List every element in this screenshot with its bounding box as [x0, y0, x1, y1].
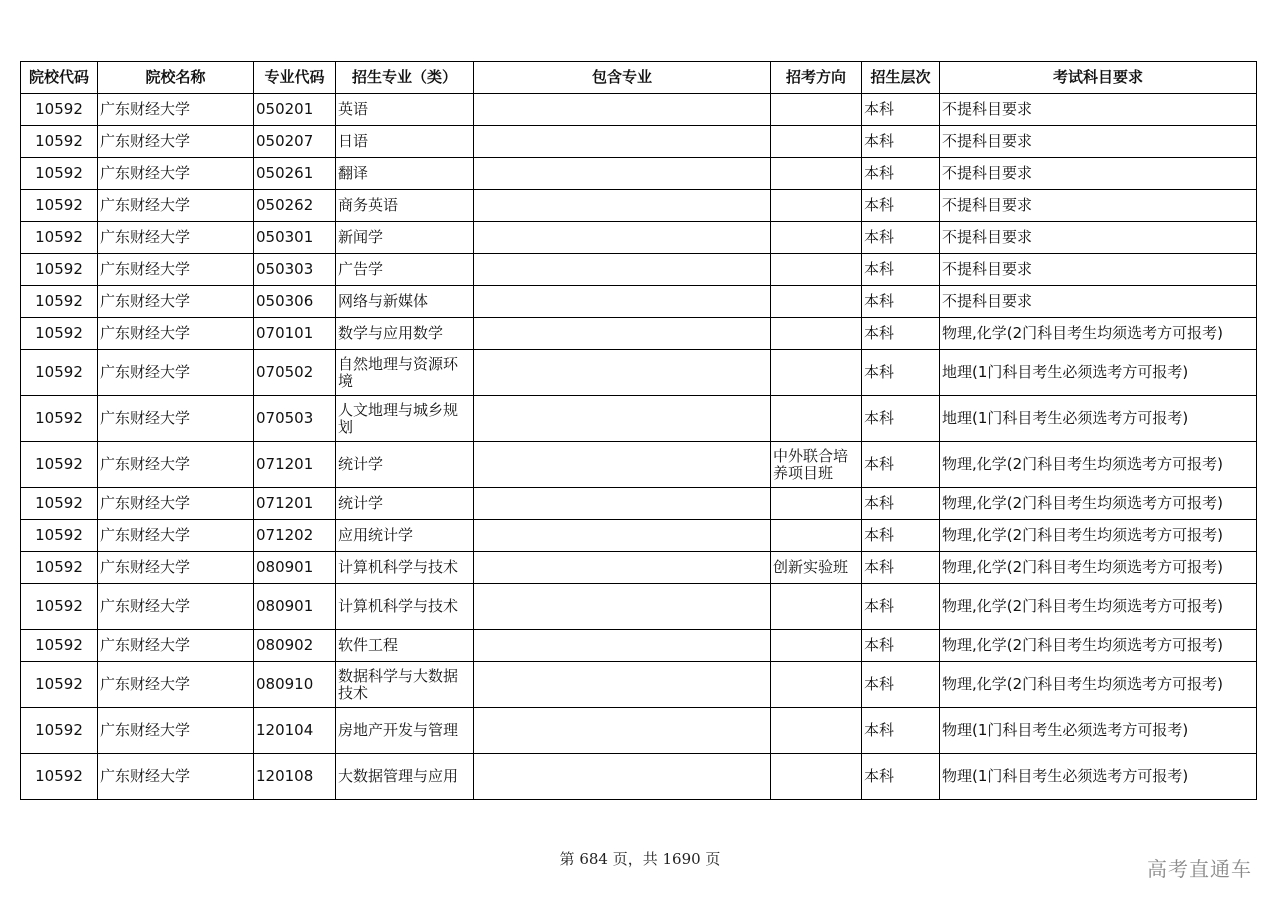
table-row [21, 396, 1257, 442]
cell-included-majors [474, 552, 771, 584]
cell-major: 人文地理与城乡规划 [336, 396, 474, 442]
header-major: 招生专业（类） [336, 62, 474, 94]
cell-school-code: 10592 [21, 584, 98, 630]
cell-school-code: 10592 [21, 630, 98, 662]
cell-major: 统计学 [336, 442, 474, 488]
table-row [21, 158, 1257, 190]
cell-major: 计算机科学与技术 [336, 552, 474, 584]
cell-direction [771, 254, 862, 286]
cell-school-name: 广东财经大学 [98, 662, 254, 708]
cell-subject-requirement: 物理(1门科目考生必须选考方可报考) [940, 754, 1257, 800]
cell-included-majors [474, 662, 771, 708]
cell-major-code: 050262 [254, 190, 336, 222]
cell-major: 数学与应用数学 [336, 318, 474, 350]
cell-subject-requirement: 不提科目要求 [940, 254, 1257, 286]
cell-direction [771, 488, 862, 520]
cell-school-code: 10592 [21, 254, 98, 286]
cell-school-code: 10592 [21, 442, 98, 488]
cell-school-name: 广东财经大学 [98, 350, 254, 396]
cell-subject-requirement: 不提科目要求 [940, 190, 1257, 222]
table-row [21, 318, 1257, 350]
cell-school-code: 10592 [21, 520, 98, 552]
cell-subject-requirement: 不提科目要求 [940, 286, 1257, 318]
cell-school-name: 广东财经大学 [98, 552, 254, 584]
cell-school-name: 广东财经大学 [98, 318, 254, 350]
cell-major-code: 120108 [254, 754, 336, 800]
table-row [21, 254, 1257, 286]
cell-subject-requirement: 物理,化学(2门科目考生均须选考方可报考) [940, 520, 1257, 552]
table-row [21, 350, 1257, 396]
cell-level: 本科 [862, 754, 940, 800]
cell-major-code: 070101 [254, 318, 336, 350]
cell-school-name: 广东财经大学 [98, 584, 254, 630]
cell-major-code: 050207 [254, 126, 336, 158]
cell-subject-requirement: 物理,化学(2门科目考生均须选考方可报考) [940, 584, 1257, 630]
cell-level: 本科 [862, 222, 940, 254]
cell-direction [771, 126, 862, 158]
cell-school-code: 10592 [21, 662, 98, 708]
cell-level: 本科 [862, 254, 940, 286]
cell-school-code: 10592 [21, 222, 98, 254]
cell-school-code: 10592 [21, 552, 98, 584]
cell-level: 本科 [862, 552, 940, 584]
cell-school-name: 广东财经大学 [98, 190, 254, 222]
table-row [21, 190, 1257, 222]
cell-subject-requirement: 不提科目要求 [940, 94, 1257, 126]
cell-school-code: 10592 [21, 754, 98, 800]
cell-major-code: 050261 [254, 158, 336, 190]
cell-included-majors [474, 630, 771, 662]
cell-major: 大数据管理与应用 [336, 754, 474, 800]
header-subject-requirement: 考试科目要求 [940, 62, 1257, 94]
cell-subject-requirement: 物理,化学(2门科目考生均须选考方可报考) [940, 662, 1257, 708]
table-row [21, 488, 1257, 520]
cell-direction [771, 630, 862, 662]
cell-direction [771, 158, 862, 190]
cell-included-majors [474, 126, 771, 158]
cell-included-majors [474, 488, 771, 520]
cell-school-code: 10592 [21, 350, 98, 396]
cell-school-name: 广东财经大学 [98, 396, 254, 442]
cell-school-name: 广东财经大学 [98, 520, 254, 552]
cell-subject-requirement: 物理,化学(2门科目考生均须选考方可报考) [940, 552, 1257, 584]
cell-direction [771, 94, 862, 126]
cell-major-code: 120104 [254, 708, 336, 754]
cell-direction [771, 584, 862, 630]
cell-school-name: 广东财经大学 [98, 488, 254, 520]
cell-included-majors [474, 442, 771, 488]
cell-school-name: 广东财经大学 [98, 158, 254, 190]
cell-level: 本科 [862, 488, 940, 520]
cell-level: 本科 [862, 190, 940, 222]
cell-major: 翻译 [336, 158, 474, 190]
cell-included-majors [474, 318, 771, 350]
cell-subject-requirement: 地理(1门科目考生必须选考方可报考) [940, 396, 1257, 442]
brand-watermark: 高考直通车 [1147, 857, 1252, 881]
cell-direction [771, 520, 862, 552]
cell-level: 本科 [862, 520, 940, 552]
header-school-name: 院校名称 [98, 62, 254, 94]
table-row [21, 662, 1257, 708]
table-row [21, 584, 1257, 630]
cell-major-code: 071201 [254, 488, 336, 520]
cell-subject-requirement: 物理,化学(2门科目考生均须选考方可报考) [940, 630, 1257, 662]
cell-direction [771, 190, 862, 222]
cell-level: 本科 [862, 442, 940, 488]
cell-included-majors [474, 396, 771, 442]
cell-included-majors [474, 754, 771, 800]
cell-level: 本科 [862, 630, 940, 662]
cell-school-name: 广东财经大学 [98, 254, 254, 286]
header-major-code: 专业代码 [254, 62, 336, 94]
cell-major-code: 080910 [254, 662, 336, 708]
table-row [21, 286, 1257, 318]
cell-subject-requirement: 物理,化学(2门科目考生均须选考方可报考) [940, 442, 1257, 488]
cell-subject-requirement: 地理(1门科目考生必须选考方可报考) [940, 350, 1257, 396]
cell-major-code: 050301 [254, 222, 336, 254]
cell-direction: 中外联合培养项目班 [771, 442, 862, 488]
cell-level: 本科 [862, 708, 940, 754]
cell-included-majors [474, 158, 771, 190]
cell-major-code: 071202 [254, 520, 336, 552]
cell-school-name: 广东财经大学 [98, 94, 254, 126]
cell-school-code: 10592 [21, 488, 98, 520]
cell-major-code: 080901 [254, 552, 336, 584]
table-row [21, 754, 1257, 800]
table-row [21, 708, 1257, 754]
cell-direction [771, 222, 862, 254]
cell-level: 本科 [862, 662, 940, 708]
table-row [21, 552, 1257, 584]
header-level: 招生层次 [862, 62, 940, 94]
cell-major: 网络与新媒体 [336, 286, 474, 318]
cell-level: 本科 [862, 318, 940, 350]
cell-direction [771, 318, 862, 350]
header-school-code: 院校代码 [21, 62, 98, 94]
table-header-row [21, 62, 1257, 94]
cell-subject-requirement: 物理(1门科目考生必须选考方可报考) [940, 708, 1257, 754]
cell-major-code: 071201 [254, 442, 336, 488]
cell-direction [771, 286, 862, 318]
cell-major: 房地产开发与管理 [336, 708, 474, 754]
cell-direction [771, 350, 862, 396]
cell-direction [771, 662, 862, 708]
cell-school-name: 广东财经大学 [98, 222, 254, 254]
table-row [21, 222, 1257, 254]
cell-school-name: 广东财经大学 [98, 286, 254, 318]
cell-major-code: 050201 [254, 94, 336, 126]
cell-subject-requirement: 不提科目要求 [940, 158, 1257, 190]
cell-subject-requirement: 物理,化学(2门科目考生均须选考方可报考) [940, 488, 1257, 520]
cell-included-majors [474, 190, 771, 222]
cell-level: 本科 [862, 350, 940, 396]
table-row [21, 94, 1257, 126]
table-row [21, 630, 1257, 662]
cell-subject-requirement: 物理,化学(2门科目考生均须选考方可报考) [940, 318, 1257, 350]
cell-major-code: 080901 [254, 584, 336, 630]
page-number: 第 684 页，共 1690 页 [559, 850, 721, 868]
cell-level: 本科 [862, 158, 940, 190]
table-row [21, 442, 1257, 488]
cell-school-code: 10592 [21, 396, 98, 442]
cell-major: 计算机科学与技术 [336, 584, 474, 630]
cell-subject-requirement: 不提科目要求 [940, 222, 1257, 254]
cell-school-name: 广东财经大学 [98, 442, 254, 488]
cell-direction: 创新实验班 [771, 552, 862, 584]
cell-direction [771, 708, 862, 754]
cell-level: 本科 [862, 94, 940, 126]
cell-level: 本科 [862, 584, 940, 630]
enrollment-table [20, 61, 1257, 800]
cell-major-code: 050306 [254, 286, 336, 318]
cell-school-name: 广东财经大学 [98, 126, 254, 158]
header-direction: 招考方向 [771, 62, 862, 94]
cell-major: 商务英语 [336, 190, 474, 222]
cell-major: 广告学 [336, 254, 474, 286]
cell-school-code: 10592 [21, 126, 98, 158]
cell-school-code: 10592 [21, 158, 98, 190]
cell-included-majors [474, 94, 771, 126]
cell-direction [771, 754, 862, 800]
cell-major: 应用统计学 [336, 520, 474, 552]
cell-included-majors [474, 286, 771, 318]
cell-major: 英语 [336, 94, 474, 126]
cell-major: 数据科学与大数据技术 [336, 662, 474, 708]
cell-school-name: 广东财经大学 [98, 708, 254, 754]
cell-major-code: 070502 [254, 350, 336, 396]
cell-included-majors [474, 584, 771, 630]
header-included-majors: 包含专业 [474, 62, 771, 94]
cell-school-code: 10592 [21, 94, 98, 126]
cell-level: 本科 [862, 396, 940, 442]
cell-school-name: 广东财经大学 [98, 754, 254, 800]
cell-included-majors [474, 222, 771, 254]
cell-included-majors [474, 350, 771, 396]
table-row [21, 126, 1257, 158]
cell-included-majors [474, 254, 771, 286]
cell-included-majors [474, 520, 771, 552]
cell-major: 新闻学 [336, 222, 474, 254]
cell-major: 软件工程 [336, 630, 474, 662]
cell-major-code: 050303 [254, 254, 336, 286]
cell-school-code: 10592 [21, 318, 98, 350]
cell-direction [771, 396, 862, 442]
cell-major-code: 080902 [254, 630, 336, 662]
table-row [21, 520, 1257, 552]
cell-major: 日语 [336, 126, 474, 158]
cell-major: 统计学 [336, 488, 474, 520]
cell-school-name: 广东财经大学 [98, 630, 254, 662]
cell-school-code: 10592 [21, 286, 98, 318]
cell-level: 本科 [862, 286, 940, 318]
cell-included-majors [474, 708, 771, 754]
cell-major-code: 070503 [254, 396, 336, 442]
cell-subject-requirement: 不提科目要求 [940, 126, 1257, 158]
cell-school-code: 10592 [21, 708, 98, 754]
cell-major: 自然地理与资源环境 [336, 350, 474, 396]
cell-school-code: 10592 [21, 190, 98, 222]
cell-level: 本科 [862, 126, 940, 158]
